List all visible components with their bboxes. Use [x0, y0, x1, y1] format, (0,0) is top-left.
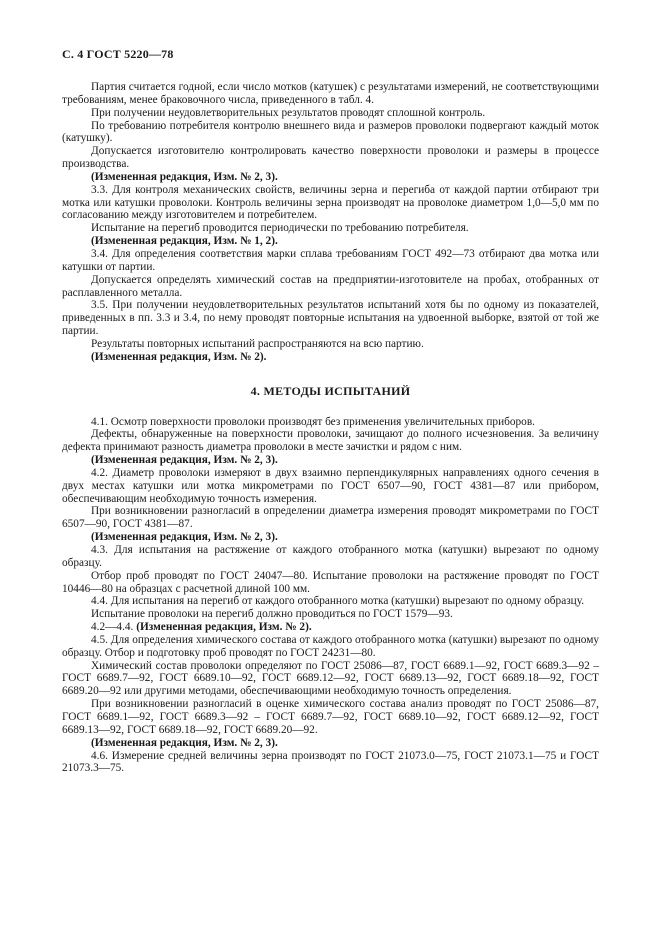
paragraph: Отбор проб проводят по ГОСТ 24047—80. Испытание проволоки на растяжение проводят по ГОСТ 10446—80 на образцах с расчетной длиной 100 мм.: [62, 569, 599, 595]
page-header: С. 4 ГОСТ 5220—78: [62, 47, 174, 61]
paragraph: Результаты повторных испытаний распространяются на всю партию.: [91, 337, 424, 350]
paragraph: 3.5. При получении неудовлетворительных результатов испытаний хотя бы по одному из показателей, приведенных в пп. 3.3 и 3.4, по нему проводят повторные испытания на удвоенной выборке, взятой от той же партии.: [62, 299, 599, 338]
text-before-section: [62, 81, 599, 364]
amendment-note: (Измененная редакция, Изм. № 2, 3).: [91, 531, 278, 544]
paragraph: При получении неудовлетворительных результатов проводят сплошной контроль.: [91, 106, 486, 119]
paragraph: 4.2. Диаметр проволоки измеряют в двух взаимно перпендикулярных направлениях одного сечения в двух местах катушки или мотка микрометрами по ГОСТ 6507—90, ГОСТ 4381—87 или прибором, обеспечивающим необходимую точность измерения.: [62, 466, 599, 505]
paragraph: Допускается определять химический состав на предприятии-изготовителе на пробах, отобранных от расплавленного металла.: [62, 273, 599, 299]
paragraph: Испытание на перегиб проводится периодически по требованию потребителя.: [91, 222, 469, 235]
amendment-note: (Измененная редакция, Изм. № 1, 2).: [91, 235, 278, 248]
paragraph: Допускается изготовителю контролировать качество поверхности проволоки и размеры в процессе производства.: [62, 145, 599, 171]
paragraph: 4.3. Для испытания на растяжение от каждого отобранного мотка (катушки) вырезают по одному образцу.: [62, 544, 599, 569]
paragraph: 4.1. Осмотр поверхности проволоки производят без применения увеличительных приборов.: [91, 415, 535, 428]
paragraph: 3.3. Для контроля механических свойств, величины зерна и перегиба от каждой партии отбирают три мотка или катушки проволоки. Контроль величины зерна производят на проволоке диаметром 1,0—5,0 мм по согласованию между изготовителем и потребителем.: [62, 183, 599, 222]
paragraph: Испытание проволоки на перегиб должно проводиться по ГОСТ 1579—93.: [91, 608, 453, 621]
paragraph: 4.5. Для определения химического состава от каждого отобранного мотка (катушки) вырезают по одному образцу. Отбор и подготовку проб проводят по ГОСТ 24231—80.: [62, 633, 599, 659]
paragraph: 3.4. Для определения соответствия марки сплава требованиям ГОСТ 492—73 отбирают два мотка или катушки от партии.: [62, 247, 599, 273]
paragraph: [62, 621, 599, 634]
paragraph: По требованию потребителя контролю внешнего вида и размеров проволоки подвергают каждый моток (катушку).: [62, 119, 599, 145]
paragraph: 4.6. Измерение средней величины зерна производят по ГОСТ 21073.0—75, ГОСТ 21073.1—75 и ГОСТ 21073.3—75.: [62, 749, 599, 775]
amendment-note: (Измененная редакция, Изм. № 2).: [91, 350, 267, 363]
paragraph: Химический состав проволоки определяют по ГОСТ 25086—87, ГОСТ 6689.1—92, ГОСТ 6689.3—92 – ГОСТ 6689.7—92, ГОСТ 6689.10—92, ГОСТ 6689.12—92, ГОСТ 6689.13—92, ГОСТ 6689.18—92, ГОСТ 6689.20—92 или другими методами, обеспечивающими необходимую точность определения.: [62, 659, 599, 698]
amendment-note: (Измененная редакция, Изм. № 2, 3).: [91, 454, 278, 467]
amendment-note: (Измененная редакция, Изм. № 2).: [136, 621, 312, 634]
paragraph: Партия считается годной, если число мотков (катушек) с результатами измерений, не соответствующими требованиям, менее браковочного числа, приведенного в табл. 4.: [62, 81, 599, 106]
clause-range: 4.2—4.4.: [91, 621, 137, 634]
paragraph: Дефекты, обнаруженные на поверхности проволоки, зачищают до полного исчезновения. За величину дефекта принимают разность диаметра проволоки в месте зачистки и рядом с ним.: [62, 428, 599, 454]
paragraph: 4.4. Для испытания на перегиб от каждого отобранного мотка (катушки) вырезают по одному образцу.: [91, 595, 585, 608]
text-after-section: [62, 416, 599, 776]
paragraph: При возникновении разногласий в оценке химического состава анализ проводят по ГОСТ 25086—87, ГОСТ 6689.1—92, ГОСТ 6689.3—92 – ГОСТ 6689.7—92, ГОСТ 6689.10—92, ГОСТ 6689.12—92, ГОСТ 6689.13—92, ГОСТ 6689.18—92, ГОСТ 6689.20—92.: [62, 698, 599, 736]
amendment-note: (Измененная редакция, Изм. № 2, 3).: [91, 170, 278, 183]
section-title: 4. МЕТОДЫ ИСПЫТАНИЙ: [250, 383, 411, 398]
amendment-note: (Измененная редакция, Изм. № 2, 3).: [91, 736, 278, 749]
paragraph: При возникновении разногласий в определении диаметра измерения проводят микрометрами по ГОСТ 6507—90, ГОСТ 4381—87.: [62, 505, 599, 531]
